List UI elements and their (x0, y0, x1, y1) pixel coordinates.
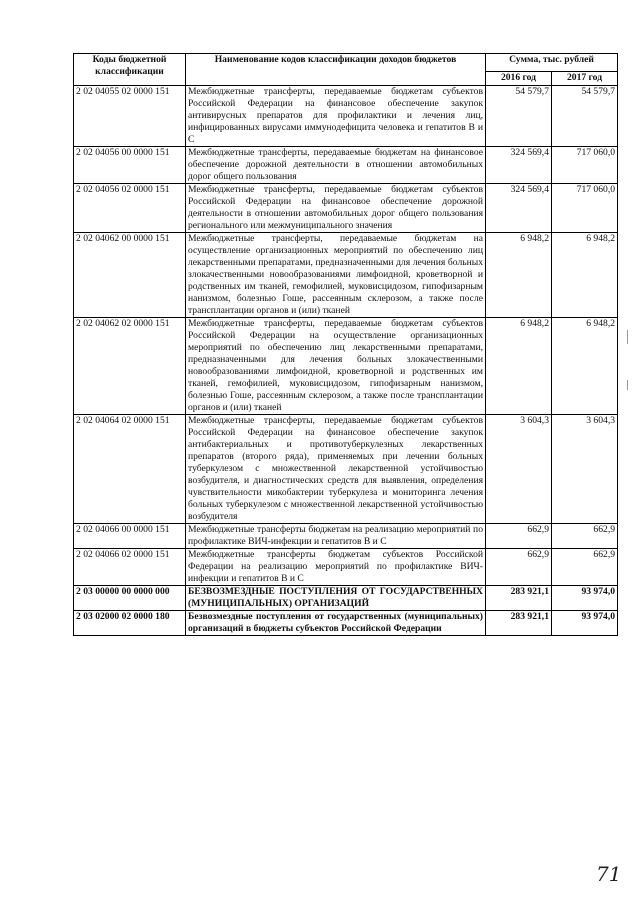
row-name: Межбюджетные трансферты, передаваемые бюджетам субъектов Российской Федерации на осуществление организационных мероприятий по обеспечению лиц лекарственными препаратами, предназначенными для лечения больных злокачественными новообразованиями лимфоидной, кроветворной и родственных им тканей, гемофилией, муковисцидозом, гипофизарным нанизмом, болезнью Гоше, рассеянным склерозом, а также после трансплантации органов и (или) тканей (186, 318, 486, 415)
row-name: Межбюджетные трансферты, передаваемые бюджетам субъектов Российской Федерации на финансовое обеспечение закупок антибактериальных и противотуберкулезных лекарственных препаратов (второго ряда), применяемых при лечении больных туберкулезом с множественной лекарственной устойчивостью возбудителя, и диагностических средств для выявления, определения чувствительности микобактерии туберкулеза и мониторинга лечения больных туберкулезом с множественной лекарственной устойчивостью возбудителя (186, 415, 486, 524)
row-code: 2 02 04062 00 0000 151 (74, 233, 186, 318)
table-row (74, 415, 618, 524)
row-value-2017: 93 974,0 (552, 586, 618, 611)
row-value-2017: 717 060,0 (552, 184, 618, 233)
row-value-2017: 662,9 (552, 549, 618, 586)
row-code: 2 03 02000 02 0000 180 (74, 611, 186, 636)
table-row (74, 184, 618, 233)
row-value-2016: 283 921,1 (486, 611, 552, 636)
row-value-2016: 6 948,2 (486, 318, 552, 415)
row-value-2017: 93 974,0 (552, 611, 618, 636)
row-value-2016: 3 604,3 (486, 415, 552, 524)
budget-table (73, 53, 618, 636)
row-value-2017: 662,9 (552, 524, 618, 549)
header-sum: Сумма, тыс. рублей (486, 54, 618, 72)
table-row (74, 586, 618, 611)
row-value-2017: 717 060,0 (552, 147, 618, 184)
row-code: 2 02 04056 02 0000 151 (74, 184, 186, 233)
row-name: БЕЗВОЗМЕЗДНЫЕ ПОСТУПЛЕНИЯ ОТ ГОСУДАРСТВЕННЫХ (МУНИЦИПАЛЬНЫХ) ОРГАНИЗАЦИЙ (186, 586, 486, 611)
header-name: Наименование кодов классификации доходов бюджетов (186, 54, 486, 86)
table-row (74, 233, 618, 318)
row-name: Межбюджетные трансферты, передаваемые бюджетам на осуществление организационных мероприятий по обеспечению лиц лекарственными препаратами, предназначенными для лечения больных злокачественными новообразованиями лимфоидной, кроветворной и родственных им тканей, гемофилией, муковисцидозом, гипофизарным нанизмом, болезнью Гоше, рассеянным склерозом, а также после трансплантации органов и (или) тканей (186, 233, 486, 318)
row-value-2017: 54 579,7 (552, 86, 618, 147)
header-codes: Коды бюджетной классификации (74, 54, 186, 86)
row-code: 2 02 04055 02 0000 151 (74, 86, 186, 147)
row-value-2016: 324 569,4 (486, 147, 552, 184)
scan-mark (627, 330, 628, 344)
table-row (74, 86, 618, 147)
page-number: 71 (596, 862, 622, 886)
row-value-2017: 6 948,2 (552, 318, 618, 415)
row-name: Межбюджетные трансферты, передаваемые бюджетам на финансовое обеспечение дорожной деятельности в отношении автомобильных дорог общего пользования (186, 147, 486, 184)
row-value-2016: 662,9 (486, 524, 552, 549)
row-value-2016: 283 921,1 (486, 586, 552, 611)
row-value-2017: 3 604,3 (552, 415, 618, 524)
row-name: Межбюджетные трансферты, передаваемые бюджетам субъектов Российской Федерации на финансовое обеспечение дорожной деятельности в отношении автомобильных дорог общего пользования регионального или межмуниципального значения (186, 184, 486, 233)
row-name: Безвозмездные поступления от государственных (муниципальных) организаций в бюджеты субъектов Российской Федерации (186, 611, 486, 636)
table-row (74, 549, 618, 586)
row-value-2017: 6 948,2 (552, 233, 618, 318)
row-code: 2 02 04064 02 0000 151 (74, 415, 186, 524)
table-row (74, 147, 618, 184)
row-name: Межбюджетные трансферты, передаваемые бюджетам субъектов Российской Федерации на финансовое обеспечение закупок антивирусных препаратов для профилактики и лечения лиц, инфицированных вирусами иммунодефицита человека и гепатитов В и С (186, 86, 486, 147)
row-value-2016: 54 579,7 (486, 86, 552, 147)
row-code: 2 02 04056 00 0000 151 (74, 147, 186, 184)
table-row (74, 318, 618, 415)
row-code: 2 02 04062 02 0000 151 (74, 318, 186, 415)
row-code: 2 03 00000 00 0000 000 (74, 586, 186, 611)
row-code: 2 02 04066 02 0000 151 (74, 549, 186, 586)
row-name: Межбюджетные трансферты бюджетам субъектов Российской Федерации на реализацию мероприятий по профилактике ВИЧ-инфекции и гепатитов В и С (186, 549, 486, 586)
table-row (74, 611, 618, 636)
row-value-2016: 324 569,4 (486, 184, 552, 233)
row-value-2016: 662,9 (486, 549, 552, 586)
row-name: Межбюджетные трансферты бюджетам на реализацию мероприятий по профилактике ВИЧ-инфекции и гепатитов В и С (186, 524, 486, 549)
scan-mark (627, 380, 628, 390)
header-year-2017: 2017 год (552, 72, 618, 86)
row-value-2016: 6 948,2 (486, 233, 552, 318)
row-code: 2 02 04066 00 0000 151 (74, 524, 186, 549)
table-row (74, 524, 618, 549)
header-year-2016: 2016 год (486, 72, 552, 86)
